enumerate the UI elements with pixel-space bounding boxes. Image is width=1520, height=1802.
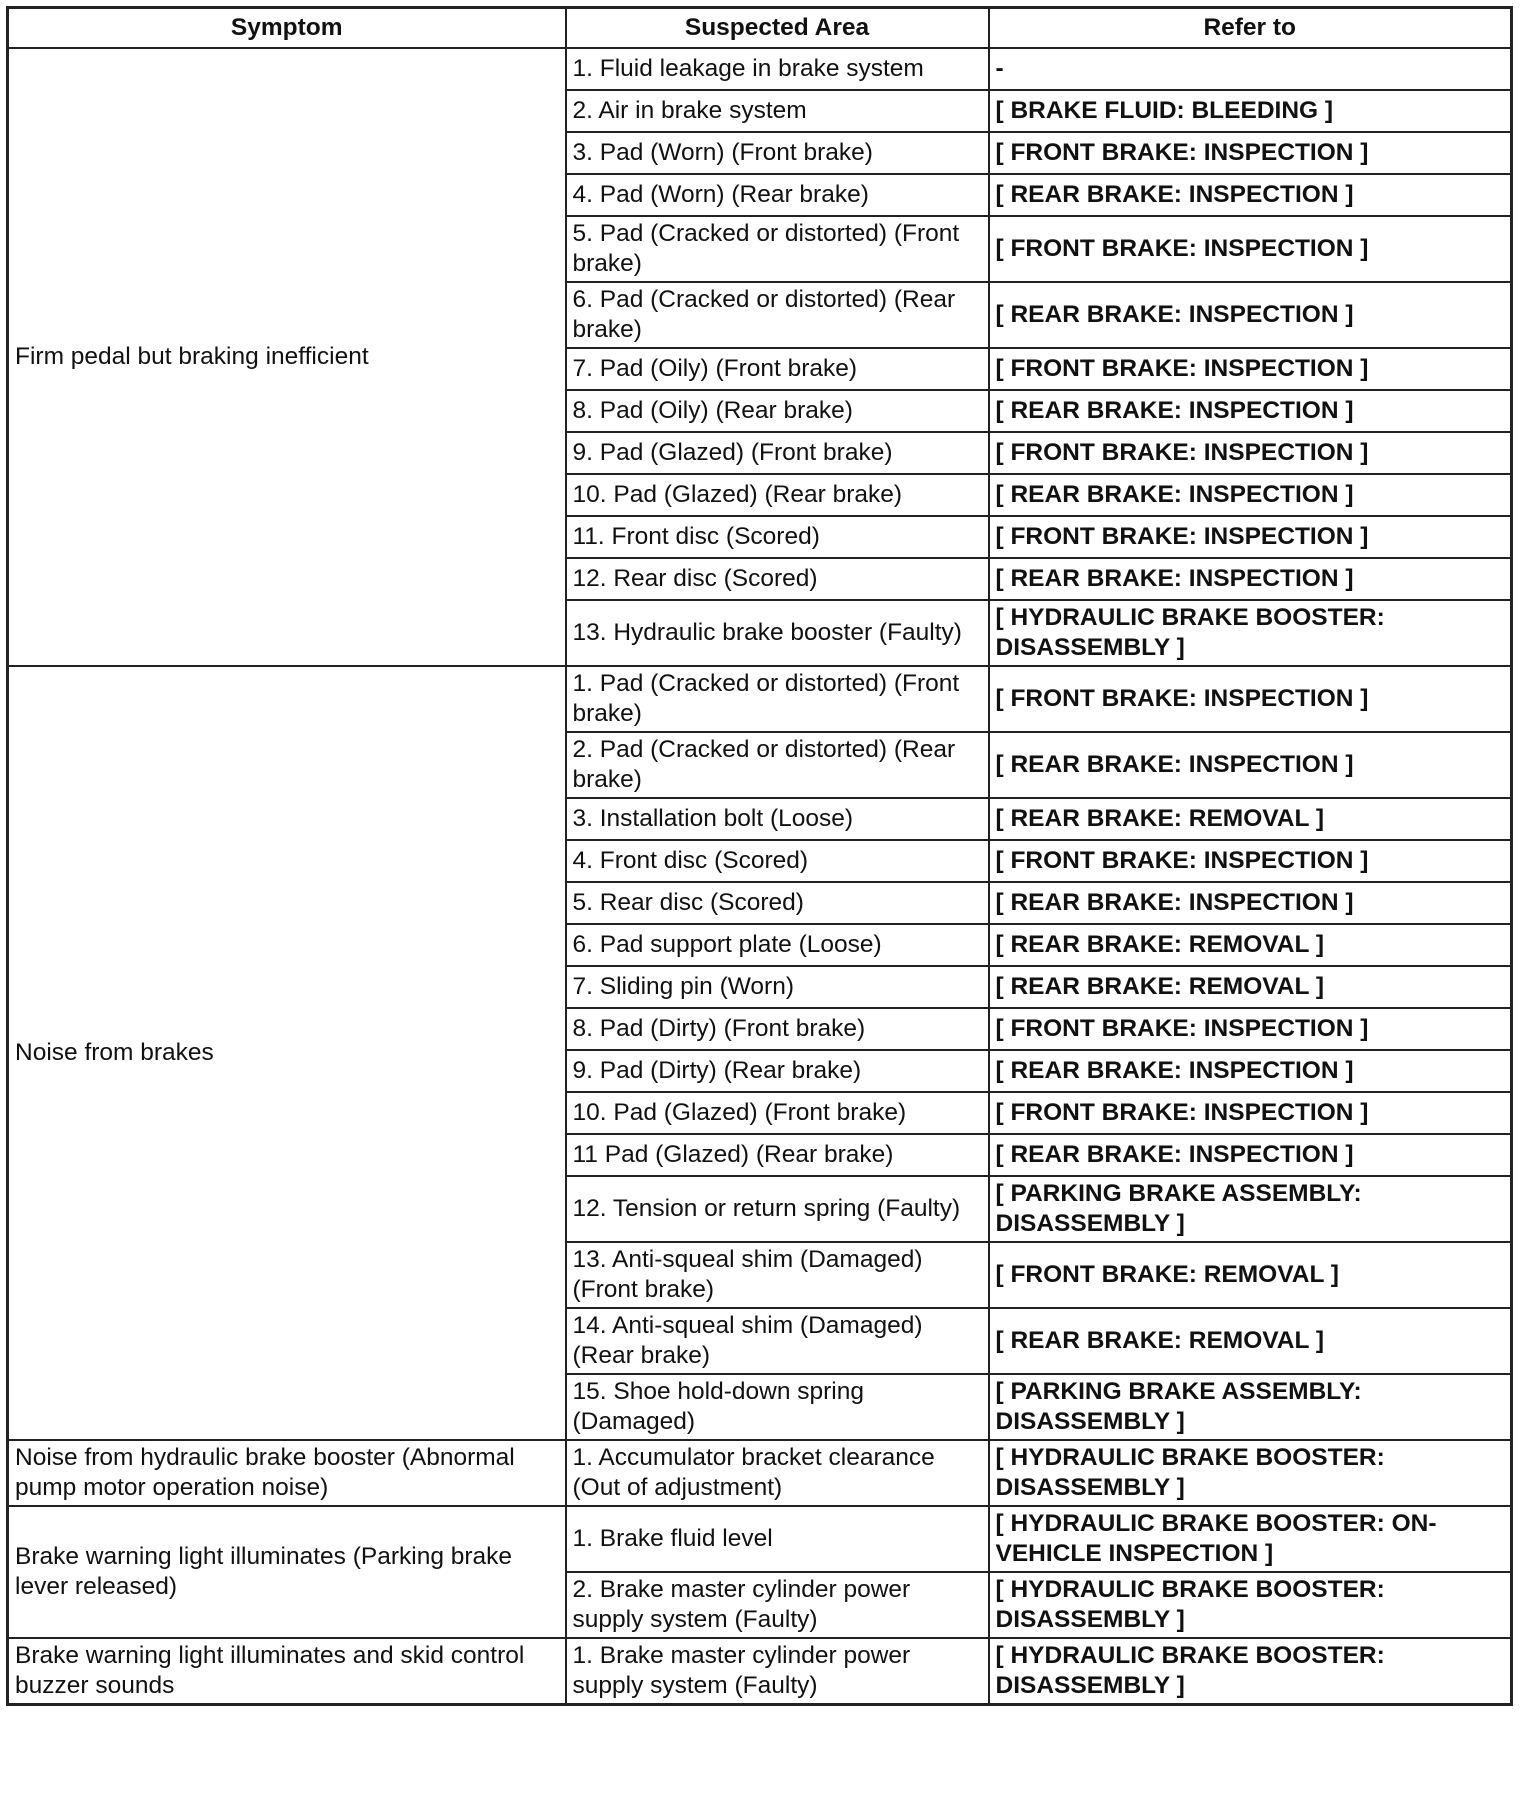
suspected-area-cell: 2. Pad (Cracked or distorted) (Rear brake) — [566, 732, 989, 798]
troubleshooting-table — [6, 6, 1513, 1706]
suspected-area-cell: 13. Hydraulic brake booster (Faulty) — [566, 600, 989, 666]
refer-to-cell: [ REAR BRAKE: INSPECTION ] — [989, 732, 1512, 798]
suspected-area-cell: 7. Pad (Oily) (Front brake) — [566, 348, 989, 390]
refer-to-cell: [ FRONT BRAKE: REMOVAL ] — [989, 1242, 1512, 1308]
suspected-area-cell: 1. Fluid leakage in brake system — [566, 48, 989, 90]
suspected-area-cell: 1. Brake fluid level — [566, 1506, 989, 1572]
suspected-area-cell: 11. Front disc (Scored) — [566, 516, 989, 558]
suspected-area-cell: 15. Shoe hold-down spring (Damaged) — [566, 1374, 989, 1440]
symptom-cell: Brake warning light illuminates and skid control buzzer sounds — [8, 1638, 566, 1705]
suspected-area-cell: 9. Pad (Glazed) (Front brake) — [566, 432, 989, 474]
suspected-area-cell: 8. Pad (Oily) (Rear brake) — [566, 390, 989, 432]
table-row — [8, 1440, 1512, 1506]
suspected-area-cell: 13. Anti-squeal shim (Damaged) (Front brake) — [566, 1242, 989, 1308]
suspected-area-cell: 2. Brake master cylinder power supply system (Faulty) — [566, 1572, 989, 1638]
refer-to-cell: [ REAR BRAKE: INSPECTION ] — [989, 882, 1512, 924]
suspected-area-cell: 11 Pad (Glazed) (Rear brake) — [566, 1134, 989, 1176]
suspected-area-cell: 7. Sliding pin (Worn) — [566, 966, 989, 1008]
suspected-area-cell: 6. Pad (Cracked or distorted) (Rear brake) — [566, 282, 989, 348]
symptom-cell: Brake warning light illuminates (Parking brake lever released) — [8, 1506, 566, 1638]
suspected-area-cell: 12. Tension or return spring (Faulty) — [566, 1176, 989, 1242]
header-suspected-area: Suspected Area — [566, 8, 989, 49]
refer-to-cell: [ REAR BRAKE: REMOVAL ] — [989, 924, 1512, 966]
refer-to-cell: [ HYDRAULIC BRAKE BOOSTER: DISASSEMBLY ] — [989, 600, 1512, 666]
refer-to-cell: [ REAR BRAKE: INSPECTION ] — [989, 1134, 1512, 1176]
suspected-area-cell: 1. Pad (Cracked or distorted) (Front brake) — [566, 666, 989, 732]
header-symptom: Symptom — [8, 8, 566, 49]
suspected-area-cell: 12. Rear disc (Scored) — [566, 558, 989, 600]
suspected-area-cell: 1. Accumulator bracket clearance (Out of adjustment) — [566, 1440, 989, 1506]
refer-to-cell: [ BRAKE FLUID: BLEEDING ] — [989, 90, 1512, 132]
refer-to-cell: [ PARKING BRAKE ASSEMBLY: DISASSEMBLY ] — [989, 1374, 1512, 1440]
refer-to-cell: [ FRONT BRAKE: INSPECTION ] — [989, 1008, 1512, 1050]
refer-to-cell: [ PARKING BRAKE ASSEMBLY: DISASSEMBLY ] — [989, 1176, 1512, 1242]
suspected-area-cell: 4. Pad (Worn) (Rear brake) — [566, 174, 989, 216]
suspected-area-cell: 5. Rear disc (Scored) — [566, 882, 989, 924]
refer-to-cell: [ REAR BRAKE: REMOVAL ] — [989, 798, 1512, 840]
refer-to-cell: [ HYDRAULIC BRAKE BOOSTER: ON-VEHICLE INSPECTION ] — [989, 1506, 1512, 1572]
table-row — [8, 48, 1512, 90]
suspected-area-cell: 9. Pad (Dirty) (Rear brake) — [566, 1050, 989, 1092]
suspected-area-cell: 3. Pad (Worn) (Front brake) — [566, 132, 989, 174]
suspected-area-cell: 1. Brake master cylinder power supply system (Faulty) — [566, 1638, 989, 1705]
refer-to-cell: [ FRONT BRAKE: INSPECTION ] — [989, 666, 1512, 732]
refer-to-cell: [ REAR BRAKE: REMOVAL ] — [989, 1308, 1512, 1374]
refer-to-cell: [ FRONT BRAKE: INSPECTION ] — [989, 840, 1512, 882]
suspected-area-cell: 10. Pad (Glazed) (Front brake) — [566, 1092, 989, 1134]
table-row — [8, 1506, 1512, 1572]
refer-to-cell: [ REAR BRAKE: INSPECTION ] — [989, 474, 1512, 516]
refer-to-cell: [ REAR BRAKE: INSPECTION ] — [989, 390, 1512, 432]
refer-to-cell: [ FRONT BRAKE: INSPECTION ] — [989, 432, 1512, 474]
refer-to-cell: [ FRONT BRAKE: INSPECTION ] — [989, 216, 1512, 282]
refer-to-cell: [ HYDRAULIC BRAKE BOOSTER: DISASSEMBLY ] — [989, 1440, 1512, 1506]
header-refer-to: Refer to — [989, 8, 1512, 49]
suspected-area-cell: 2. Air in brake system — [566, 90, 989, 132]
refer-to-cell: [ FRONT BRAKE: INSPECTION ] — [989, 132, 1512, 174]
refer-to-cell: [ FRONT BRAKE: INSPECTION ] — [989, 516, 1512, 558]
suspected-area-cell: 3. Installation bolt (Loose) — [566, 798, 989, 840]
refer-to-cell: [ FRONT BRAKE: INSPECTION ] — [989, 1092, 1512, 1134]
header-row — [8, 8, 1512, 49]
symptom-cell: Noise from hydraulic brake booster (Abnormal pump motor operation noise) — [8, 1440, 566, 1506]
suspected-area-cell: 10. Pad (Glazed) (Rear brake) — [566, 474, 989, 516]
suspected-area-cell: 4. Front disc (Scored) — [566, 840, 989, 882]
refer-to-cell: [ HYDRAULIC BRAKE BOOSTER: DISASSEMBLY ] — [989, 1572, 1512, 1638]
symptom-cell: Firm pedal but braking inefficient — [8, 48, 566, 666]
refer-to-cell: [ REAR BRAKE: INSPECTION ] — [989, 174, 1512, 216]
table-row — [8, 666, 1512, 732]
table-row — [8, 1638, 1512, 1705]
symptom-cell: Noise from brakes — [8, 666, 566, 1440]
refer-to-cell: [ FRONT BRAKE: INSPECTION ] — [989, 348, 1512, 390]
refer-to-cell: [ REAR BRAKE: INSPECTION ] — [989, 282, 1512, 348]
suspected-area-cell: 8. Pad (Dirty) (Front brake) — [566, 1008, 989, 1050]
refer-to-cell: [ REAR BRAKE: REMOVAL ] — [989, 966, 1512, 1008]
refer-to-cell: [ REAR BRAKE: INSPECTION ] — [989, 1050, 1512, 1092]
suspected-area-cell: 6. Pad support plate (Loose) — [566, 924, 989, 966]
suspected-area-cell: 14. Anti-squeal shim (Damaged) (Rear brake) — [566, 1308, 989, 1374]
refer-to-cell: - — [989, 48, 1512, 90]
refer-to-cell: [ REAR BRAKE: INSPECTION ] — [989, 558, 1512, 600]
refer-to-cell: [ HYDRAULIC BRAKE BOOSTER: DISASSEMBLY ] — [989, 1638, 1512, 1705]
suspected-area-cell: 5. Pad (Cracked or distorted) (Front brake) — [566, 216, 989, 282]
